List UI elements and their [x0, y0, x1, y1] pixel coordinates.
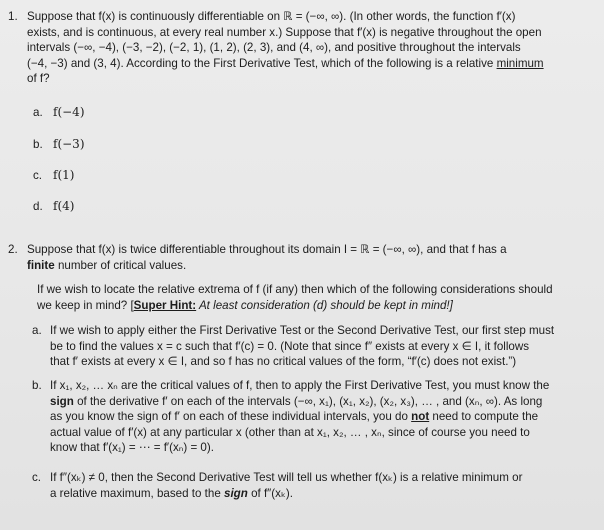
choice-a[interactable] — [33, 105, 85, 121]
q2-bold-finite: finite — [27, 258, 55, 272]
choice-d-label: d. — [33, 200, 43, 213]
choice-b-value: f(−3) — [53, 137, 85, 151]
choice-a-label: a. — [33, 106, 43, 119]
super-hint-text: At least consideration (d) should be kept in mind!] — [196, 298, 453, 312]
question-2-prompt — [37, 282, 602, 313]
q1-line-5: of f? — [27, 72, 50, 86]
ca-line-3: that f′ exists at every x ∈ I, and so f has no critical values of the form, “f′(c) does not exist.”) — [50, 355, 517, 369]
consideration-b-label: b. — [32, 379, 42, 392]
q1-line-2: exists, and is continuous, at every real number x.) Suppose that f′(x) is negative throughout the open — [27, 25, 542, 39]
q1-line-3: intervals (−∞, −4), (−3, −2), (−2, 1), (1, 2), (2, 3), and (4, ∞), and positive throughout the intervals — [27, 41, 521, 55]
consideration-c-body — [50, 470, 522, 501]
cb-line-2 — [50, 394, 549, 410]
cc-line-1: If f″(xₖ) ≠ 0, then the Second Derivative Test will tell us whether f(xₖ) is a relative minimum or — [50, 471, 523, 484]
q2-prompt-line-2-text: we keep in mind? [ — [37, 298, 134, 312]
consideration-b-body — [50, 378, 549, 456]
ca-line-2: be to find the values x = c such that f′(c) = 0. (Note that since f″ exists at every x ∈ I, it follows — [50, 339, 530, 353]
choice-c-label: c. — [33, 169, 43, 182]
cb-line-4: actual value of f′(x) at any particular x (other than at x₁, x₂, … , xₙ, since of course you need to — [50, 425, 530, 439]
cb-bold-not: not — [411, 410, 430, 424]
consideration-c-label: c. — [32, 471, 42, 484]
q2-prompt-line-1: If we wish to locate the relative extrema of f (if any) then which of the following considerations should — [37, 283, 553, 296]
choice-b[interactable] — [33, 137, 85, 153]
cb-line-2-text: of the derivative f′ on each of the intervals (−∞, x₁), (x₁, x₂), (x₂, x₃), … , and (xₙ, ∞). As long — [73, 394, 543, 408]
cb-line-1: If x₁, x₂, … xₙ are the critical values of f, then to apply the First Derivative Test, you must know the — [50, 379, 550, 392]
question-2-number: 2. — [8, 243, 18, 256]
choice-d-value: f(4) — [53, 199, 75, 213]
choice-a-value: f(−4) — [53, 105, 85, 119]
cb-line-3 — [50, 409, 549, 425]
consideration-a-label: a. — [32, 324, 42, 337]
cc-line-2-text: a relative maximum, based to the — [50, 486, 224, 500]
q2-intro-line-1: Suppose that f(x) is twice differentiable throughout its domain I = ℝ = (−∞, ∞), and that f has a — [27, 243, 507, 256]
question-2-intro — [27, 242, 602, 273]
q1-line-4-text: (−4, −3) and (3, 4). According to the First Derivative Test, which of the following is a relative — [27, 56, 497, 70]
q2-intro-line-2-text: number of critical values. — [57, 258, 187, 272]
q1-line-4 — [27, 56, 602, 72]
super-hint-label: Super Hint: — [133, 298, 197, 312]
cb-bold-sign: sign — [50, 394, 74, 408]
q2-intro-line-2 — [27, 258, 602, 274]
cb-line-3-text: as you know the sign of f′ on each of these individual intervals, you do — [50, 410, 412, 424]
q1-line-1: Suppose that f(x) is continuously differentiable on ℝ = (−∞, ∞). (In other words, the function f′(x) — [27, 10, 516, 23]
question-1-number: 1. — [8, 10, 18, 23]
cc-line-2 — [50, 486, 522, 502]
choice-c-value: f(1) — [53, 168, 75, 182]
q2-prompt-line-2 — [37, 298, 602, 314]
choice-c[interactable] — [33, 168, 74, 184]
consideration-a-body — [50, 323, 554, 370]
choice-b-label: b. — [33, 138, 43, 151]
q1-keyword-minimum: minimum — [496, 56, 544, 70]
ca-line-1: If we wish to apply either the First Derivative Test or the Second Derivative Test, our first step must — [50, 324, 555, 337]
cb-line-5: know that f′(x₁) = ⋯ = f′(xₙ) = 0). — [50, 441, 214, 455]
choice-d[interactable] — [33, 199, 74, 215]
cc-bold-sign: sign — [224, 486, 248, 500]
cb-line-3-tail: need to compute the — [429, 410, 539, 424]
cc-line-2-tail: of f″(xₖ). — [247, 486, 293, 500]
question-1-text — [27, 9, 602, 87]
